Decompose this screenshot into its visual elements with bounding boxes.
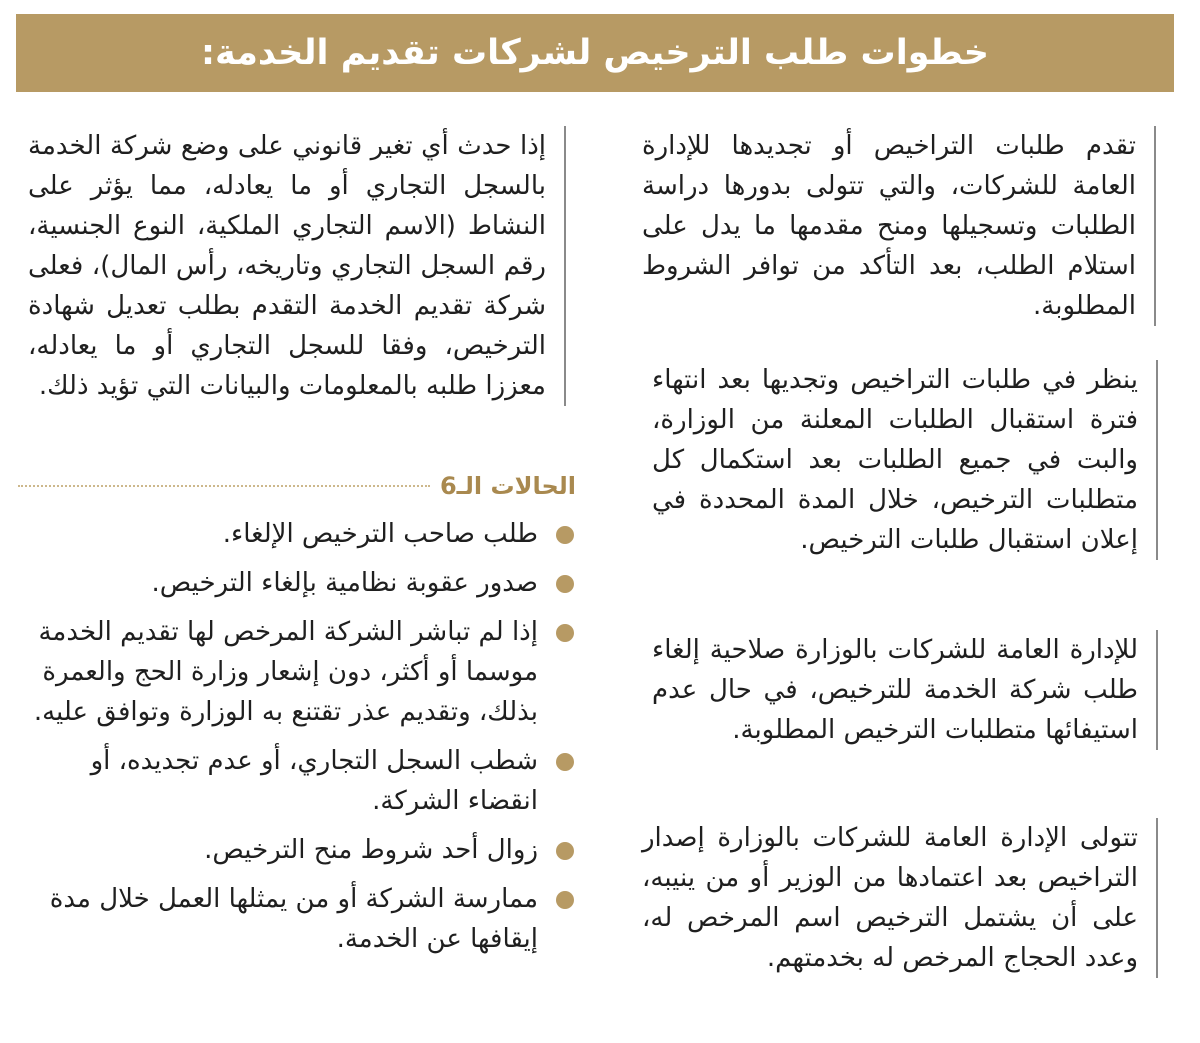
right-paragraph-3: للإدارة العامة للشركات بالوزارة صلاحية إلغاء طلب شركة الخدمة للترخيص، في حال عدم استيفائها متطلبات الترخيص المطلوبة. — [652, 630, 1158, 750]
case-text: ممارسة الشركة أو من يمثلها العمل خلال مدة إيقافها عن الخدمة. — [49, 884, 538, 954]
case-text: طلب صاحب الترخيص الإلغاء. — [222, 519, 538, 549]
page-title: خطوات طلب الترخيص لشركات تقديم الخدمة: — [201, 33, 989, 73]
list-item — [18, 830, 576, 870]
right-paragraph-1: تقدم طلبات التراخيص أو تجديدها للإدارة العامة للشركات، والتي تتولى بدورها دراسة الطلبات وتسجيلها ومنح مقدمها ما يدل على استلام الطلب، بعد التأكد من توافر الشروط المطلوبة. — [642, 126, 1156, 326]
title-banner — [16, 14, 1174, 92]
case-text: شطب السجل التجاري، أو عدم تجديده، أو انقضاء الشركة. — [90, 746, 538, 816]
right-paragraph-2: ينظر في طلبات التراخيص وتجديها بعد انتهاء فترة استقبال الطلبات المعلنة من الوزارة، والبت في جميع الطلبات بعد استكمال كل متطلبات الترخيص، خلال المدة المحددة في إعلان استقبال طلبات الترخيص. — [652, 360, 1158, 560]
list-item — [18, 563, 576, 603]
case-text: زوال أحد شروط منح الترخيص. — [204, 835, 538, 865]
list-item — [18, 612, 576, 732]
bullet-icon — [556, 891, 574, 909]
list-item — [18, 741, 576, 821]
cases-list — [18, 514, 576, 968]
cases-header — [18, 466, 576, 506]
bullet-icon — [556, 842, 574, 860]
list-item — [18, 514, 576, 554]
left-paragraph: إذا حدث أي تغير قانوني على وضع شركة الخدمة بالسجل التجاري أو ما يعادله، مما يؤثر على النشاط (الاسم التجاري الملكية، النوع الجنسية، رقم السجل التجاري وتاريخه، رأس المال)، فعلى شركة تقديم الخدمة التقدم بطلب تعديل شهادة الترخيص، وفقا للسجل التجاري أو ما يعادله، معززا طلبه بالمعلومات والبيانات التي تؤيد ذلك. — [28, 126, 566, 406]
case-text: إذا لم تباشر الشركة المرخص لها تقديم الخدمة موسما أو أكثر، دون إشعار وزارة الحج والعمرة بذلك، وتقديم عذر تقتنع به الوزارة وتوافق عليه. — [33, 617, 538, 727]
bullet-icon — [556, 624, 574, 642]
cases-divider — [18, 485, 430, 487]
bullet-icon — [556, 753, 574, 771]
cases-title: الحالات الـ6 — [439, 472, 576, 500]
list-item — [18, 879, 576, 959]
case-text: صدور عقوبة نظامية بإلغاء الترخيص. — [151, 568, 538, 598]
right-paragraph-4: تتولى الإدارة العامة للشركات بالوزارة إصدار التراخيص بعد اعتمادها من الوزير أو من ينيبه، على أن يشتمل الترخيص اسم المرخص له، وعدد الحجاج المرخص له بخدمتهم. — [642, 818, 1158, 978]
bullet-icon — [556, 575, 574, 593]
bullet-icon — [556, 526, 574, 544]
